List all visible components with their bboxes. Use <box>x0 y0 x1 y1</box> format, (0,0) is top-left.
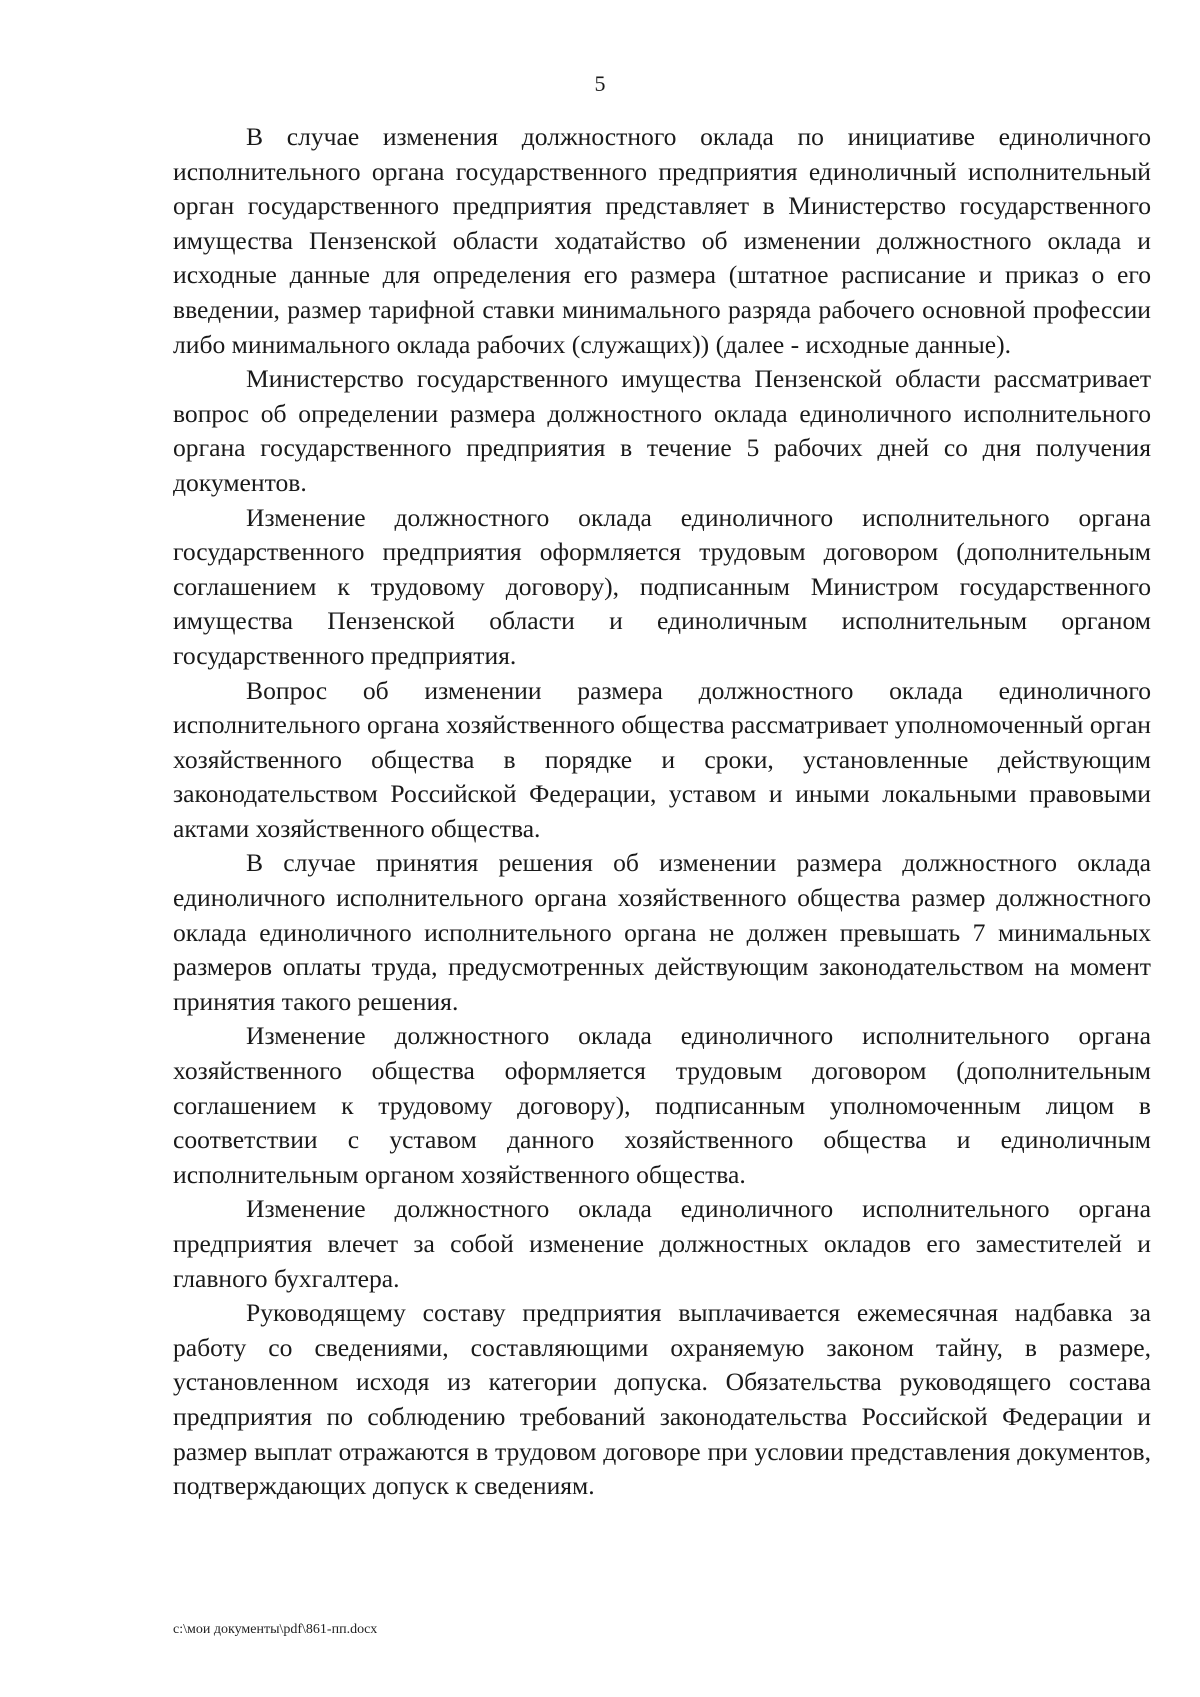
paragraph-1: В случае изменения должностного оклада по инициативе единоличного исполнительного органа государственного предприятия единоличный исполнительный орган государственного предприятия представляет в Министерство государственного имущества Пензенской области ходатайство об изменении должностного оклада и исходные данные для определения его размера (штатное расписание и приказ о его введении, размер тарифной ставки минимального разряда рабочего основной профессии либо минимального оклада рабочих (служащих)) (далее - исходные данные). <box>173 122 1151 359</box>
document-body <box>173 120 1151 1504</box>
paragraph-5: В случае принятия решения об изменении размера должностного оклада единоличного исполнительного органа хозяйственного общества размер должностного оклада единоличного исполнительного органа не должен превышать 7 минимальных размеров оплаты труда, предусмотренных действующим законодательством на момент принятия такого решения. <box>173 848 1151 1016</box>
paragraph-3: Изменение должностного оклада единоличного исполнительного органа государственного предприятия оформляется трудовым договором (дополнительным соглашением к трудовому договору), подписанным Министром государственного имущества Пензенской области и единоличным исполнительным органом государственного предприятия. <box>173 502 1151 670</box>
paragraph-7: Изменение должностного оклада единоличного исполнительного органа предприятия влечет за собой изменение должностных окладов его заместителей и главного бухгалтера. <box>173 1194 1151 1293</box>
paragraph-8: Руководящему составу предприятия выплачивается ежемесячная надбавка за работу со сведениями, составляющими охраняемую законом тайну, в размере, установленном исходя из категории допуска. Обязательства руководящего состава предприятия по соблюдению требований законодательства Российской Федерации и размер выплат отражаются в трудовом договоре при условии представления документов, подтверждающих допуск к сведениям. <box>173 1298 1151 1501</box>
paragraph-4: Вопрос об изменении размера должностного оклада единоличного исполнительного органа хозяйственного общества рассматривает уполномоченный орган хозяйственного общества в порядке и сроки, установленные действующим законодательством Российской Федерации, уставом и иными локальными правовыми актами хозяйственного общества. <box>173 675 1151 843</box>
paragraph-2: Министерство государственного имущества Пензенской области рассматривает вопрос об определении размера должностного оклада единоличного исполнительного органа государственного предприятия в течение 5 рабочих дней со дня получения документов. <box>173 364 1151 497</box>
footer-file-path: c:\мои документы\pdf\861-пп.docx <box>173 1622 378 1637</box>
paragraph-6: Изменение должностного оклада единоличного исполнительного органа хозяйственного общества оформляется трудовым договором (дополнительным соглашением к трудовому договору), подписанным уполномоченным лицом в соответствии с уставом данного хозяйственного общества и единоличным исполнительным органом хозяйственного общества. <box>173 1021 1151 1189</box>
page-number: 5 <box>594 71 606 96</box>
